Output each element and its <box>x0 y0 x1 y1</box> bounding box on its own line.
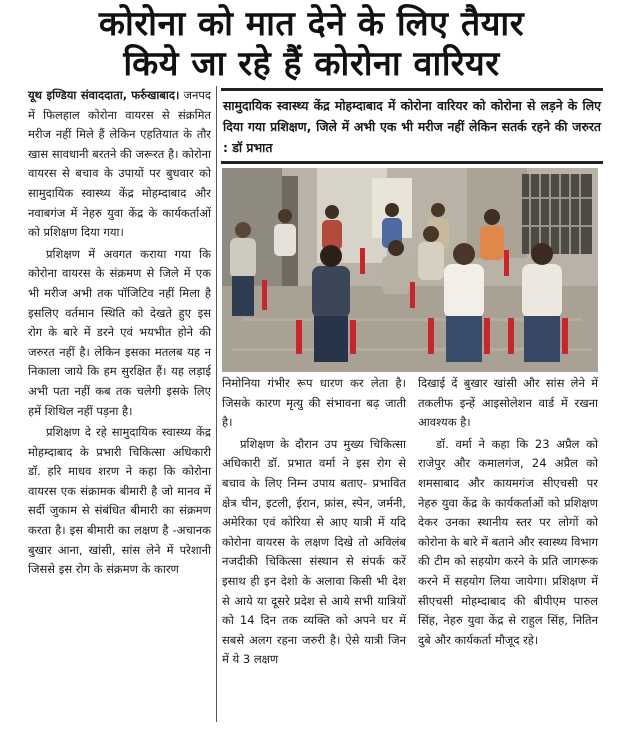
training-session-photo <box>222 168 598 372</box>
dateline: फर्रुखाबाद। <box>131 88 180 102</box>
byline: यूथ इण्डिया संवाददाता, <box>28 88 128 102</box>
subheadline-box <box>221 88 603 164</box>
subheadline: सामुदायिक स्वास्थ्य केंद्र मोहम्दाबाद में कोरोना वारियर को कोरोना से लड़ने के लिए दिया गया प्रशिक्षण, जिले में अभी एक भी मरीज नहीं लेकिन सतर्क रहने की जरुरत : डॉ प्रभात <box>223 98 601 155</box>
col2-paragraph-2: प्रशिक्षण के दौरान उप मुख्य चिकित्सा अधिकारी डॉ. प्रभात वर्मा ने इस रोग से बचाव के लिए निम्न उपाय बताए- प्रभावित क्षेत्र चीन, इटली, ईरान, फ्रांस, स्पेन, जर्मनी, अमेरिका एवं कोरिया से आए यात्री में यदि कोरोना वायरस के लक्षण दिखे तो अविलंब नजदीकी चिकित्सा संस्थान से संपर्क करें इसाथ ही इन देशो के अलावा किसी भी देश से आये या दूसरे प्रदेश से आये सभी यात्रियों को 14 दिन तक व्यक्ति को अपने घर में सबसे अलग रहना जरुरी है। ऐसे यात्री जिन में ये 3 लक्षण <box>222 436 406 667</box>
col2-paragraph-1: निमोनिया गंभीर रूप धारण कर लेता है। जिसके कारण मृत्यु की संभावना बढ़ जाती है। <box>222 376 406 430</box>
col1-paragraph-3: प्रशिक्षण दे रहे सामुदायिक स्वास्थ्य केंद्र मोहम्दाबाद के प्रभारी चिकित्सा अधिकारी डॉ. हरि माधव शरण ने कहा कि कोरोना वायरस एक संक्रामक बीमारी है जो मानव में सर्दी जुकाम से संबंधित बीमारी का संक्रमण करता है। इस बीमारी का लक्षण है -अचानक बुखार आना, खांसी, सांस लेने में परेशानी जिससे इस रोग के संक्रमण के कारण <box>28 425 211 577</box>
headline-line-2: किये जा रहे हैं कोरोना वारियर <box>123 44 500 84</box>
col1-paragraph-2: प्रशिक्षण में अवगत कराया गया कि कोरोना वायरस के संक्रमण से जिले में एक भी मरीज अभी तक पॉजिटिव नहीं मिला है इसलिए वर्तमान स्थिति को देखते हुए इस रोग के बारे में डरने एवं भयभीत होने की जरुरत नहीं है। लेकिन इसका मतलब यह न निकाला जाये कि हम सुरक्षित हैं। यह लड़ाई अभी पता नहीं कब तक चलेगी इसके लिए हमें शिथिल नहीं पड़ना है। <box>28 246 211 418</box>
column-divider <box>216 86 217 722</box>
col1-paragraph-1: जनपद में फिलहाल कोरोना वायरस से संक्रमित मरीज नहीं मिले हैं लेकिन एहतियात के तौर खास सावधानी बरतने की जरूरत है। कोरोना वायरस से बचाव के उपायों पर बुधवार को सामुदायिक स्वास्थ्य केंद्र मोहम्दाबाद और नवाबगंज में नेहरु युवा केंद्र के कार्यकर्ताओं को प्रशिक्षण दिया गया। <box>28 88 212 240</box>
col3-paragraph-2: डॉ. वर्मा ने कहा कि 23 अप्रैल को राजेपुर और कमालगंज, 24 अप्रैल को शमसाबाद और कायमगंज सीएचसी पर नेहरु युवा केंद्र के कार्यकर्ताओं को प्रशिक्षण देकर उनका स्थानीय स्तर पर लोगों को कोरोना के बारे में बताने और स्वास्थ्य विभाग की टीम को सहयोग करने के प्रति जागरूक करने में सहयोग लिया जायेगा। प्रशिक्षण में सीएचसी मोहम्दाबाद की बीपीएम पारुल सिंह, नेहरु युवा केंद्र से राहुल सिंह, नितिन दुबे और कार्यकर्ता मौजूद रहे। <box>418 436 598 647</box>
headline-line-1: कोरोना को मात देने के लिए तैयार <box>98 4 525 44</box>
article-column-1 <box>28 86 211 580</box>
col3-paragraph-1: दिखाई दें बुखार खांसी और सांस लेने में तकलीफ इन्हें आइसोलेशन वार्ड में रखना आवश्यक है। <box>418 376 598 430</box>
byline-paragraph <box>28 86 211 243</box>
article-column-2 <box>222 374 406 670</box>
article-column-3 <box>418 374 598 650</box>
